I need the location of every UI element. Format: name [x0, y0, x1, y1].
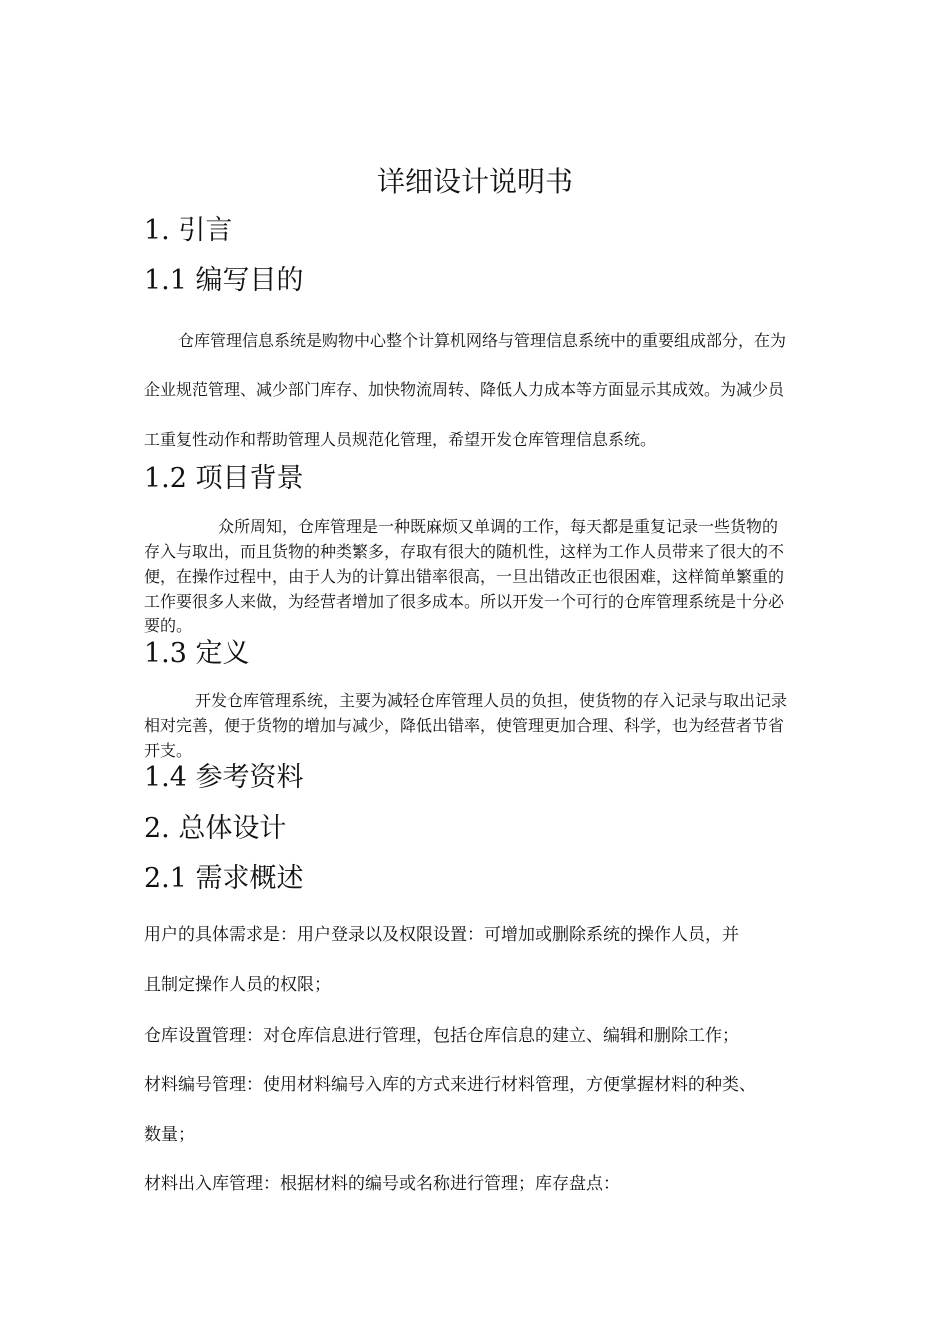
paragraph-line: 企业规范管理、减少部门库存、加快物流周转、降低人力成本等方面显示其成效。为减少员 [144, 380, 785, 399]
paragraph-line: 众所周知，仓库管理是一种既麻烦又单调的工作，每天都是重复记录一些货物的 [218, 517, 779, 536]
paragraph-line: 要的。 [144, 616, 193, 635]
paragraph-line: 仓库管理信息系统是购物中心整个计算机网络与管理信息系统中的重要组成部分，在为 [178, 331, 787, 350]
heading-background: 1.2 项目背景 [144, 463, 304, 494]
heading-requirements: 2.1 需求概述 [144, 863, 304, 894]
paragraph-line: 相对完善，便于货物的增加与减少，降低出错率，使管理更加合理、科学，也为经营者节省 [144, 716, 785, 735]
heading-purpose: 1.1 编写目的 [144, 265, 304, 296]
heading-introduction: 1. 引言 [144, 215, 233, 246]
paragraph-line: 材料出入库管理：根据材料的编号或名称进行管理；库存盘点： [144, 1174, 620, 1194]
paragraph-line: 存入与取出，而且货物的种类繁多，存取有很大的随机性，这样为工作人员带来了很大的不 [144, 542, 785, 561]
paragraph-line: 且制定操作人员的权限； [144, 975, 331, 995]
paragraph-line: 工重复性动作和帮助管理人员规范化管理，希望开发仓库管理信息系统。 [144, 430, 657, 449]
document-title: 详细设计说明书 [376, 165, 573, 198]
heading-references: 1.4 参考资料 [144, 762, 304, 793]
paragraph-line: 仓库设置管理：对仓库信息进行管理，包括仓库信息的建立、编辑和删除工作； [144, 1026, 739, 1046]
paragraph-line: 用户的具体需求是：用户登录以及权限设置：可增加或删除系统的操作人员，并 [144, 925, 739, 945]
heading-definitions: 1.3 定义 [144, 638, 250, 669]
paragraph-line: 便，在操作过程中，由于人为的计算出错率很高，一旦出错改正也很困难，这样简单繁重的 [144, 567, 785, 586]
paragraph-line: 材料编号管理：使用材料编号入库的方式来进行材料管理，方便掌握材料的种类、 [144, 1075, 756, 1095]
paragraph-line: 开发仓库管理系统，主要为减轻仓库管理人员的负担，使货物的存入记录与取出记录 [195, 691, 788, 710]
heading-overall-design: 2. 总体设计 [144, 813, 287, 844]
paragraph-line: 开支。 [144, 741, 193, 760]
paragraph-line: 工作要很多人来做，为经营者增加了很多成本。所以开发一个可行的仓库管理系统是十分必 [144, 592, 785, 611]
paragraph-line: 数量； [144, 1125, 195, 1145]
